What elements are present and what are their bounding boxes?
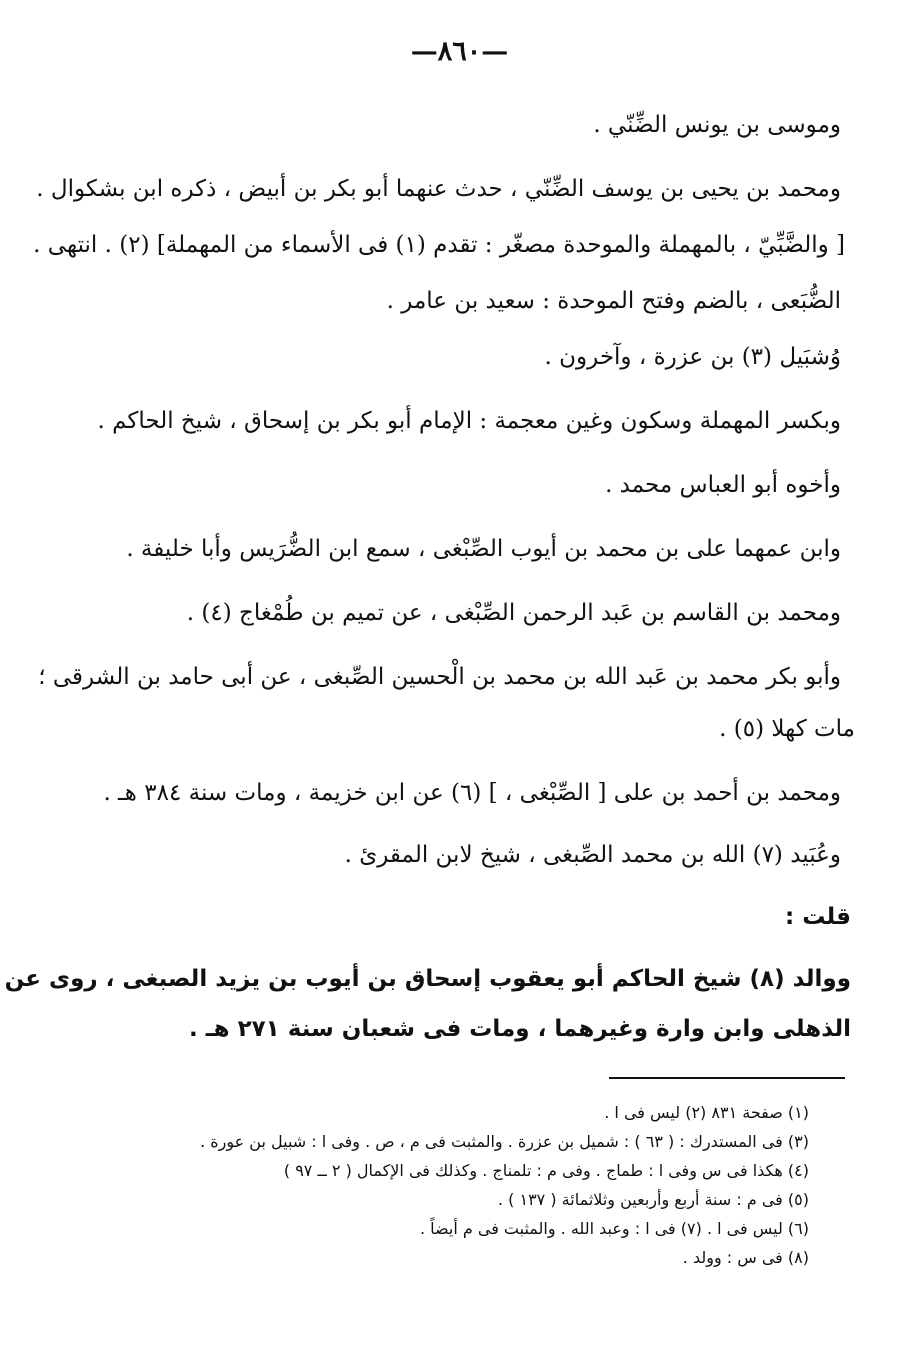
footnotes <box>109 1098 809 1272</box>
footnote: (٣) فى المستدرك : ( ٦٣ ) : شميل بن عزرة . والمثبت فى م ، ص . وفى ا : شبيل بن عورة . <box>200 1132 809 1151</box>
text-line: وموسى بن يونس الضِّنّي . <box>593 112 841 138</box>
text-line: وابن عمهما على بن محمد بن أيوب الصِّبْغى ، سمع ابن الضُّرَيس وأبا خليفة . <box>126 536 841 562</box>
footnote: (٥) فى م : سنة أربع وأربعين وثلاثمائة ( ١٣٧ ) . <box>497 1190 809 1209</box>
text-line: وبكسر المهملة وسكون وغين معجمة : الإمام أبو بكر بن إسحاق ، شيخ الحاكم . <box>97 408 841 434</box>
page-number: —٨٦٠— <box>410 36 509 67</box>
text-line: مات كهلا (٥) . <box>719 716 855 742</box>
footnote: (١) صفحة ٨٣١ (٢) ليس فى ا . <box>604 1103 809 1122</box>
text-line: ومحمد بن يحيى بن يوسف الضِّنّي ، حدث عنهما أبو بكر بن أبيض ، ذكره ابن بشكوال . <box>36 176 841 202</box>
text-line: ومحمد بن القاسم بن عَبد الرحمن الصِّبْغى ، عن تميم بن طُمْغاج (٤) . <box>186 600 841 626</box>
text-line: وعُبَيد (٧) الله بن محمد الصِّبغى ، شيخ لابن المقرئ . <box>344 842 841 868</box>
text-line: وأبو بكر محمد بن عَبد الله بن محمد بن الْحسين الصِّبغى ، عن أبى حامد بن الشرقى ؛ <box>38 664 841 690</box>
text-line: الذهلى وابن وارة وغيرهما ، ومات فى شعبان سنة ٢٧١ هـ . <box>189 1016 851 1042</box>
text-line: ومحمد بن أحمد بن على [ الصِّبْغى ، ] (٦) عن ابن خزيمة ، ومات سنة ٣٨٤ هـ . <box>103 780 841 806</box>
text-line: وُشبَيل (٣) بن عزرة ، وآخرون . <box>544 344 841 370</box>
footnote: (٤) هكذا فى س وفى ا : طماج . وفى م : تلمناج . وكذلك فى الإكمال ( ٢ ــ ٩٧ ) <box>283 1161 809 1180</box>
footnote: (٦) ليس فى ا . (٧) فى ا : وعبد الله . والمثبت فى م أيضاً . <box>419 1219 809 1238</box>
footnote: (٨) فى س : وولد . <box>682 1248 809 1267</box>
footnote-divider <box>609 1077 845 1079</box>
text-line: الضُّبَعى ، بالضم وفتح الموحدة : سعيد بن عامر . <box>386 288 841 314</box>
text-line: وأخوه أبو العباس محمد . <box>605 472 841 498</box>
text-line: [ والضَّبِّيّ ، بالمهملة والموحدة مصغّر : تقدم (١) فى الأسماء من المهملة] (٢) . انتهى . <box>33 232 845 258</box>
text-line: ووالد (٨) شيخ الحاكم أبو يعقوب إسحاق بن أيوب بن يزيد الصبغى ، روى عن <box>4 966 851 992</box>
section-heading: قلت : <box>784 904 851 930</box>
